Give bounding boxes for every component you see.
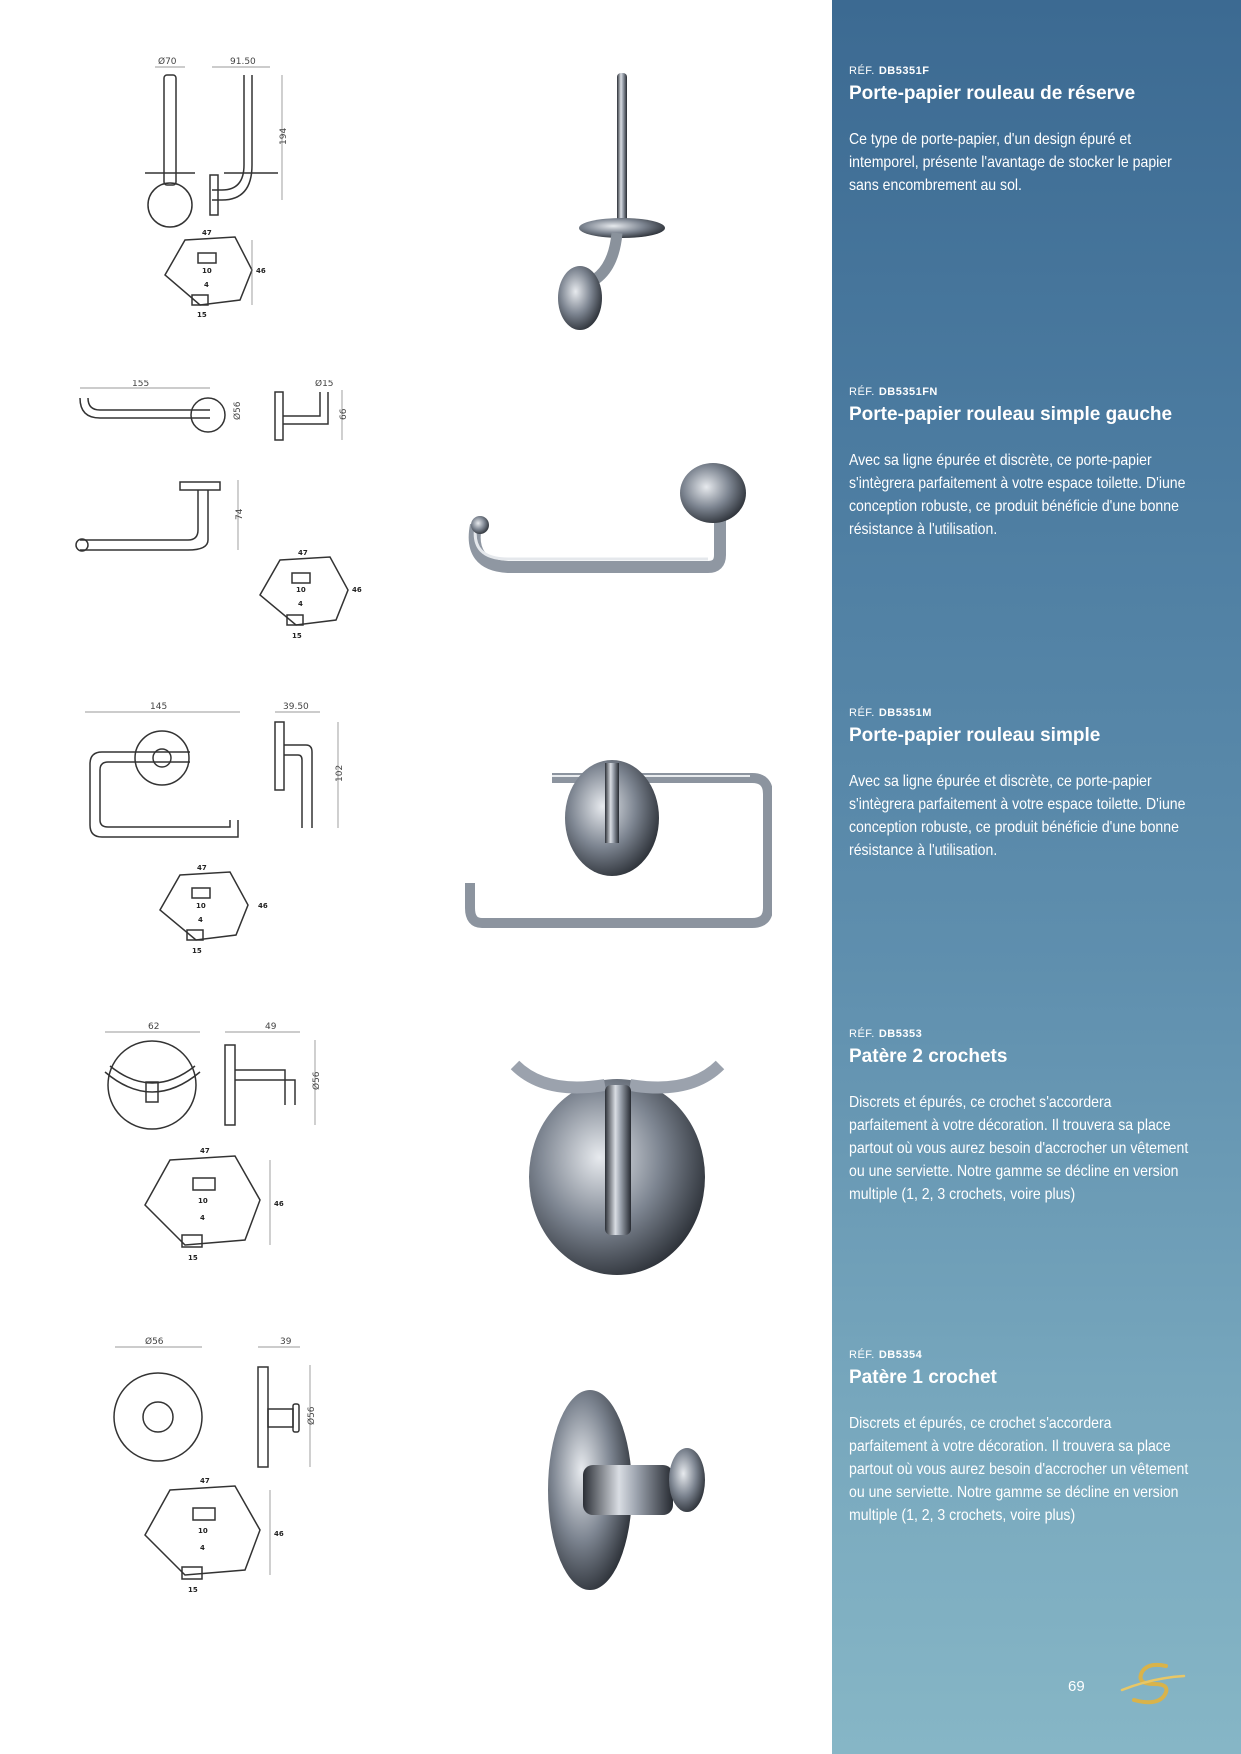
svg-text:91.50: 91.50 bbox=[230, 57, 256, 67]
product-title: Porte-papier rouleau simple bbox=[849, 725, 1101, 746]
product-ref bbox=[849, 707, 1189, 719]
product-db5351m bbox=[849, 707, 1189, 862]
ref-code: DB5351F bbox=[878, 65, 930, 77]
svg-text:46: 46 bbox=[352, 586, 362, 594]
ref-label: RÉF. bbox=[849, 1349, 875, 1361]
product-title: Porte-papier rouleau de réserve bbox=[849, 83, 1136, 104]
ref-code: DB5354 bbox=[878, 1349, 923, 1361]
svg-text:Ø56: Ø56 bbox=[307, 1406, 317, 1425]
drawing-db5351f bbox=[140, 55, 320, 345]
svg-text:46: 46 bbox=[274, 1530, 284, 1538]
svg-text:47: 47 bbox=[202, 229, 212, 237]
svg-text:66: 66 bbox=[339, 408, 349, 420]
product-db5351f bbox=[849, 65, 1189, 197]
svg-text:194: 194 bbox=[279, 127, 289, 145]
product-photo-db5351fn bbox=[458, 455, 758, 590]
svg-text:15: 15 bbox=[197, 311, 207, 319]
product-description: Discrets et épurés, ce crochet s'accordera parfaitement à votre décoration. Il trouvera sa place partout où vous aurez besoin d'accrocher un vêtement ou une serviette. Notre gamme se décline en version multiple (1, 2, 3 crochets, voire plus) bbox=[849, 1415, 1189, 1524]
product-title: Patère 2 crochets bbox=[849, 1046, 1008, 1067]
svg-text:4: 4 bbox=[198, 916, 203, 924]
ref-label: RÉF. bbox=[849, 386, 875, 398]
product-ref bbox=[849, 65, 1189, 77]
svg-text:145: 145 bbox=[150, 702, 168, 712]
ref-label: RÉF. bbox=[849, 65, 875, 77]
svg-text:102: 102 bbox=[335, 764, 345, 782]
drawing-db5351fn bbox=[70, 380, 400, 670]
svg-text:Ø15: Ø15 bbox=[315, 380, 334, 389]
svg-text:46: 46 bbox=[256, 267, 266, 275]
svg-text:15: 15 bbox=[188, 1586, 198, 1594]
product-photo-db5351f bbox=[555, 68, 695, 338]
svg-text:10: 10 bbox=[296, 586, 306, 594]
product-photo-db5353 bbox=[505, 1060, 735, 1280]
ref-code: DB5351M bbox=[878, 707, 932, 719]
product-ref bbox=[849, 1349, 1189, 1361]
svg-text:4: 4 bbox=[204, 281, 209, 289]
product-photo-db5351m bbox=[462, 758, 772, 938]
svg-text:Ø56: Ø56 bbox=[233, 401, 243, 420]
svg-text:62: 62 bbox=[148, 1022, 160, 1032]
ref-code: DB5353 bbox=[878, 1028, 923, 1040]
product-db5354 bbox=[849, 1349, 1189, 1527]
product-description: Ce type de porte-papier, d'un design épuré et intemporel, présente l'avantage de stocker le papier sans encombrement au sol. bbox=[849, 131, 1172, 194]
svg-text:Ø70: Ø70 bbox=[158, 57, 177, 67]
brand-logo-icon bbox=[1118, 1660, 1188, 1706]
drawing-db5351m bbox=[80, 700, 400, 990]
svg-text:47: 47 bbox=[200, 1147, 210, 1155]
product-description: Avec sa ligne épurée et discrète, ce porte-papier s'intègrera parfaitement à votre espace toilette. D'iune conception robuste, ce produit bénéficie d'une bonne résistance à l'utilisation. bbox=[849, 773, 1186, 859]
svg-text:47: 47 bbox=[200, 1477, 210, 1485]
svg-text:39: 39 bbox=[280, 1337, 292, 1347]
svg-text:4: 4 bbox=[298, 600, 303, 608]
product-title: Patère 1 crochet bbox=[849, 1367, 997, 1388]
product-description: Avec sa ligne épurée et discrète, ce porte-papier s'intègrera parfaitement à votre espace toilette. D'iune conception robuste, ce produit bénéficie d'une bonne résistance à l'utilisation. bbox=[849, 452, 1186, 538]
svg-text:10: 10 bbox=[202, 267, 212, 275]
page-number: 69 bbox=[1068, 1678, 1085, 1695]
drawing-db5353 bbox=[100, 1020, 400, 1320]
svg-text:46: 46 bbox=[258, 902, 268, 910]
svg-text:10: 10 bbox=[196, 902, 206, 910]
product-db5353 bbox=[849, 1028, 1189, 1206]
product-ref bbox=[849, 386, 1189, 398]
svg-text:10: 10 bbox=[198, 1197, 208, 1205]
svg-text:10: 10 bbox=[198, 1527, 208, 1535]
svg-text:47: 47 bbox=[197, 864, 207, 872]
product-photo-db5354 bbox=[535, 1385, 715, 1605]
ref-code: DB5351FN bbox=[878, 386, 938, 398]
svg-text:Ø56: Ø56 bbox=[145, 1337, 164, 1347]
drawing-db5354 bbox=[110, 1335, 400, 1645]
svg-text:15: 15 bbox=[188, 1254, 198, 1262]
product-description: Discrets et épurés, ce crochet s'accordera parfaitement à votre décoration. Il trouvera sa place partout où vous aurez besoin d'accrocher un vêtement ou une serviette. Notre gamme se décline en version multiple (1, 2, 3 crochets, voire plus) bbox=[849, 1094, 1189, 1203]
svg-text:46: 46 bbox=[274, 1200, 284, 1208]
svg-text:49: 49 bbox=[265, 1022, 277, 1032]
svg-text:47: 47 bbox=[298, 549, 308, 557]
svg-text:15: 15 bbox=[292, 632, 302, 640]
product-title: Porte-papier rouleau simple gauche bbox=[849, 404, 1173, 425]
svg-text:74: 74 bbox=[235, 508, 245, 520]
svg-text:39.50: 39.50 bbox=[283, 702, 309, 712]
svg-text:4: 4 bbox=[200, 1544, 205, 1552]
ref-label: RÉF. bbox=[849, 1028, 875, 1040]
svg-text:15: 15 bbox=[192, 947, 202, 955]
svg-text:155: 155 bbox=[132, 380, 150, 389]
product-ref bbox=[849, 1028, 1189, 1040]
svg-text:4: 4 bbox=[200, 1214, 205, 1222]
ref-label: RÉF. bbox=[849, 707, 875, 719]
svg-text:Ø56: Ø56 bbox=[312, 1071, 322, 1090]
product-db5351fn bbox=[849, 386, 1189, 541]
